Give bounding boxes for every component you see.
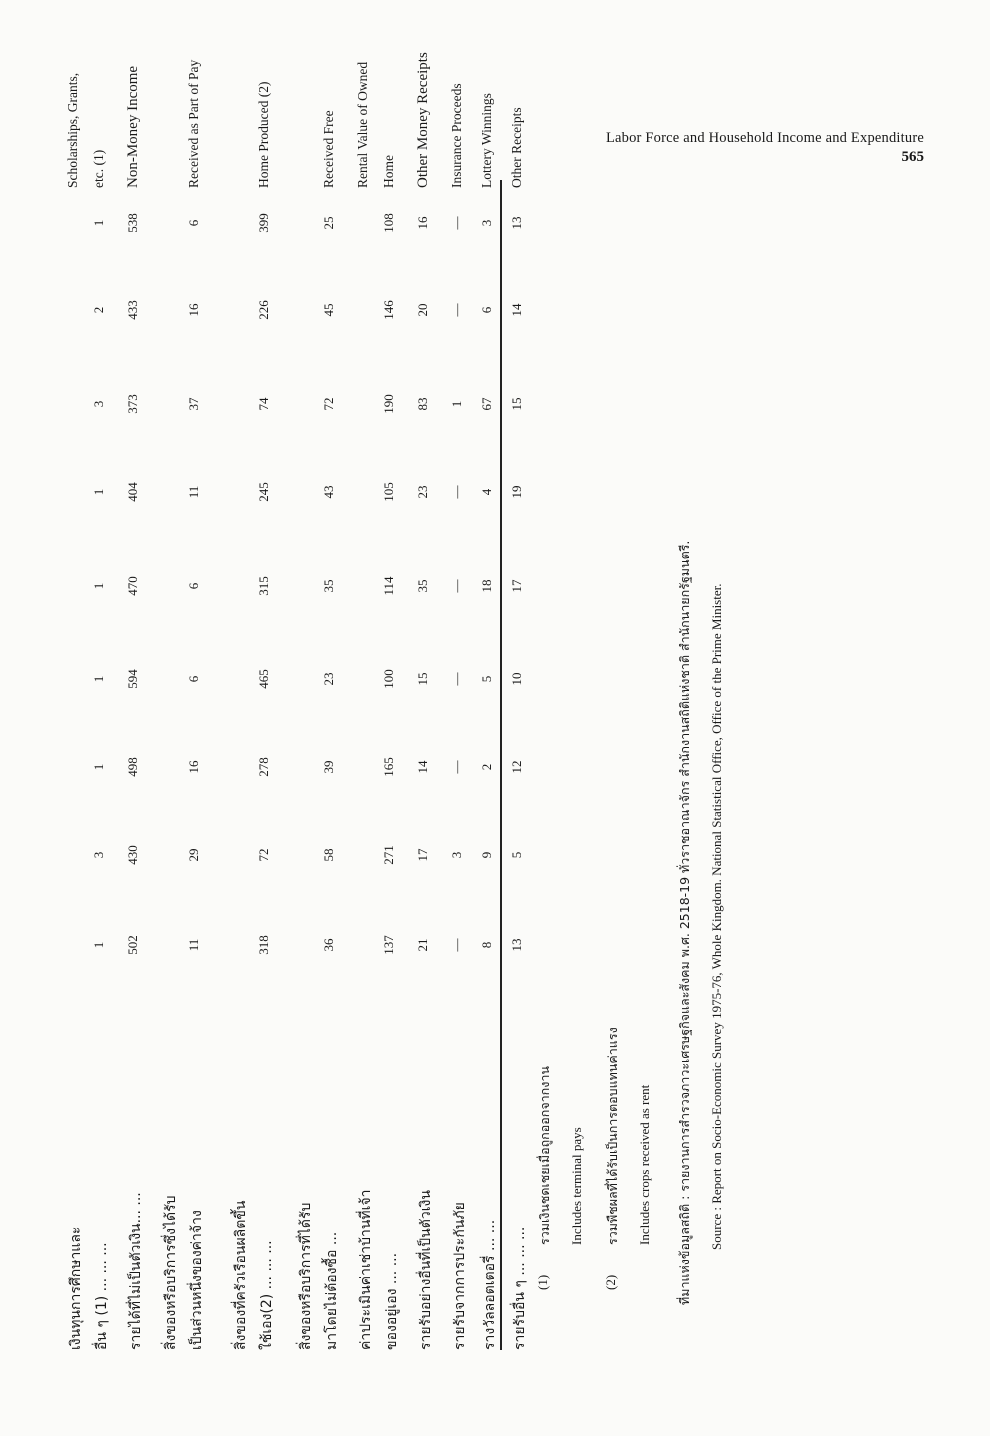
table-cell: 114 [381, 576, 396, 596]
table-cell: 6 [186, 675, 201, 683]
table-cell: 74 [256, 397, 271, 411]
table-row [230, 50, 256, 1350]
table-cell: — [449, 303, 464, 317]
source-english: Source : Report on Socio-Economic Survey 1975-76, Whole Kingdom. National Statistical Office, Office of the Prime Minister. [709, 583, 724, 1250]
table-cell: 470 [125, 576, 140, 596]
table-cell: 399 [256, 213, 271, 233]
table-cell: — [449, 938, 464, 952]
table-cell: 1 [91, 219, 106, 227]
table-cell: 165 [381, 757, 396, 777]
table-row [91, 50, 117, 1350]
table-cell: 16 [415, 216, 430, 230]
table-cell: 39 [321, 760, 336, 774]
table-cell: 10 [509, 672, 524, 686]
table-cell: 29 [186, 848, 201, 862]
table-cell: 83 [415, 397, 430, 411]
page-number: 565 [901, 149, 924, 165]
table-cell: 1 [91, 582, 106, 590]
table-cell: 17 [509, 579, 524, 593]
table-cell: — [449, 672, 464, 686]
footnote-1-mark: (1) [535, 1274, 550, 1290]
row-label-english: etc. (1) [91, 149, 106, 188]
row-label-thai: สิ่งของที่ครัวเรือนผลิตขึ้น [233, 1200, 249, 1350]
row-label-english: Scholarships, Grants, [65, 72, 80, 188]
table-cell: 72 [321, 397, 336, 411]
table-cell: 16 [186, 303, 201, 317]
table-cell: 190 [381, 394, 396, 414]
table-cell: 72 [256, 848, 271, 862]
table-cell: 433 [125, 300, 140, 320]
table-cell: 14 [415, 760, 430, 774]
table-cell: 11 [186, 938, 201, 952]
table-cell: 146 [381, 300, 396, 320]
row-label-thai: ค่าประเมินค่าเช่าบ้านที่เจ้า [358, 1189, 374, 1350]
footnote-2-mark: (2) [603, 1274, 618, 1290]
row-label-english: Home [381, 155, 396, 188]
table-cell: 3 [479, 219, 494, 227]
row-label-english: Received as Part of Pay [186, 59, 201, 188]
table-cell: 20 [415, 303, 430, 317]
source-thai: ที่มาแห่งข้อมูลสถิติ : รายงานการสำรวจภาวะเศรษฐกิจและสังคม พ.ศ. 2518-19 ทั่วราชอาณาจักร สำนักงานสถิติแห่งชาติ สำนักนายกรัฐมนตรี. [677, 540, 692, 1305]
table-cell: 465 [256, 669, 271, 689]
row-label-thai: สิ่งของหรือบริการซึ่งได้รับ [163, 1195, 179, 1350]
table-cell: 4 [479, 488, 494, 496]
row-label-thai: เป็นส่วนหนึ่งของค่าจ้าง [189, 1210, 205, 1350]
footnote-2-thai: รวมพืชผลที่ได้รับเป็นการตอบแทนค่าแรง [605, 1027, 620, 1245]
footnote-2-english: Includes crops received as rent [637, 1084, 652, 1245]
table-cell: 105 [381, 482, 396, 502]
row-label-english: Insurance Proceeds [449, 83, 464, 188]
table-cell: 3 [91, 400, 106, 408]
table-cell: 9 [479, 851, 494, 859]
footnote-1-english: Includes terminal pays [569, 1127, 584, 1245]
table-cell: 502 [125, 935, 140, 955]
table-row [65, 50, 91, 1350]
table-cell: 13 [509, 938, 524, 952]
table-cell: 8 [479, 941, 494, 949]
table-cell: 14 [509, 303, 524, 317]
row-label-thai: รางวัลลอตเตอรี่ ... ... [482, 1219, 498, 1350]
table-cell: 16 [186, 760, 201, 774]
row-label-english: Lottery Winnings [479, 93, 494, 188]
table-cell: 25 [321, 216, 336, 230]
table-cell: 6 [186, 582, 201, 590]
table-cell: 137 [381, 935, 396, 955]
table-cell: 12 [509, 760, 524, 774]
table-row [381, 50, 407, 1350]
row-label-english: Received Free [321, 110, 336, 188]
row-label-english: Other Money Receipts [415, 52, 431, 188]
table-cell: 5 [479, 675, 494, 683]
table-cell: 23 [415, 485, 430, 499]
table-cell: 19 [509, 485, 524, 499]
table-row [449, 50, 475, 1350]
table-row [415, 50, 441, 1350]
table-bottom-rule [500, 180, 502, 1350]
table-row [160, 50, 186, 1350]
table-cell: 36 [321, 938, 336, 952]
table-cell: 271 [381, 845, 396, 865]
table-row [186, 50, 212, 1350]
table-cell: 404 [125, 482, 140, 502]
row-label-english: Home Produced (2) [256, 81, 271, 188]
table-cell: 1 [91, 675, 106, 683]
table-cell: 43 [321, 485, 336, 499]
table-cell: 315 [256, 576, 271, 596]
table-row [355, 50, 381, 1350]
table-cell: 108 [381, 213, 396, 233]
table-cell: 373 [125, 394, 140, 414]
table-cell: — [449, 216, 464, 230]
table-cell: 15 [415, 672, 430, 686]
row-label-thai: รายรับจากการประกันภัย [452, 1202, 468, 1350]
table-cell: 1 [449, 400, 464, 408]
row-label-thai: รายได้ที่ไม่เป็นตัวเงิน... ... [128, 1192, 144, 1350]
table-cell: 278 [256, 757, 271, 777]
row-label-thai: รายรับอื่น ๆ ... ... ... [512, 1226, 528, 1350]
table-cell: 100 [381, 669, 396, 689]
table-cell: 58 [321, 848, 336, 862]
footnote-1-thai: รวมเงินชดเชยเมื่อถูกออกจากงาน [537, 1066, 552, 1245]
table-cell: 35 [415, 579, 430, 593]
table-cell: 6 [479, 306, 494, 314]
table-cell: 430 [125, 845, 140, 865]
table-cell: 18 [479, 579, 494, 593]
table-row [256, 50, 282, 1350]
table-cell: 2 [91, 306, 106, 314]
table-cell: 1 [91, 763, 106, 771]
table-cell: 2 [479, 763, 494, 771]
table-row [509, 50, 535, 1350]
table-cell: 1 [91, 488, 106, 496]
table-cell: 15 [509, 397, 524, 411]
table-row [125, 50, 151, 1350]
rotated-table [65, 50, 865, 1350]
table-cell: 498 [125, 757, 140, 777]
table-cell: 35 [321, 579, 336, 593]
row-label-english: Other Receipts [509, 107, 524, 188]
table-cell: 17 [415, 848, 430, 862]
table-cell: 3 [449, 851, 464, 859]
table-row [321, 50, 347, 1350]
row-label-thai: สิ่งของหรือบริการที่ได้รับ [298, 1202, 314, 1350]
row-label-thai: ของอยู่เอง ... ... [384, 1252, 400, 1350]
table-cell: 21 [415, 938, 430, 952]
table-cell: 45 [321, 303, 336, 317]
table-cell: 245 [256, 482, 271, 502]
table-cell: — [449, 579, 464, 593]
table-cell: 5 [509, 851, 524, 859]
table-cell: 538 [125, 213, 140, 233]
row-label-english: Non-Money Income [125, 65, 141, 188]
table-cell: 13 [509, 216, 524, 230]
row-label-english: Rental Value of Owned [355, 61, 370, 188]
table-cell: 37 [186, 397, 201, 411]
table-cell: 594 [125, 669, 140, 689]
table-cell: 318 [256, 935, 271, 955]
table-cell: 6 [186, 219, 201, 227]
table-cell: 3 [91, 851, 106, 859]
row-label-thai: รายรับอย่างอื่นที่เป็นตัวเงิน [418, 1190, 434, 1350]
table-row [295, 50, 321, 1350]
table-cell: 1 [91, 941, 106, 949]
row-label-thai: อื่น ๆ (1) ... ... ... [94, 1242, 110, 1350]
table-cell: — [449, 485, 464, 499]
table-cell: 11 [186, 485, 201, 499]
row-label-thai: เงินทุนการศึกษาและ [68, 1226, 84, 1350]
row-label-thai: ใช้เอง(2) ... ... ... [259, 1240, 275, 1350]
table-cell: 226 [256, 300, 271, 320]
running-title: Labor Force and Household Income and Expenditure [605, 130, 924, 146]
table-cell: 23 [321, 672, 336, 686]
table-cell: — [449, 760, 464, 774]
row-label-thai: มาโดยไม่ต้องซื้อ ... [324, 1231, 340, 1350]
table-cell: 67 [479, 397, 494, 411]
